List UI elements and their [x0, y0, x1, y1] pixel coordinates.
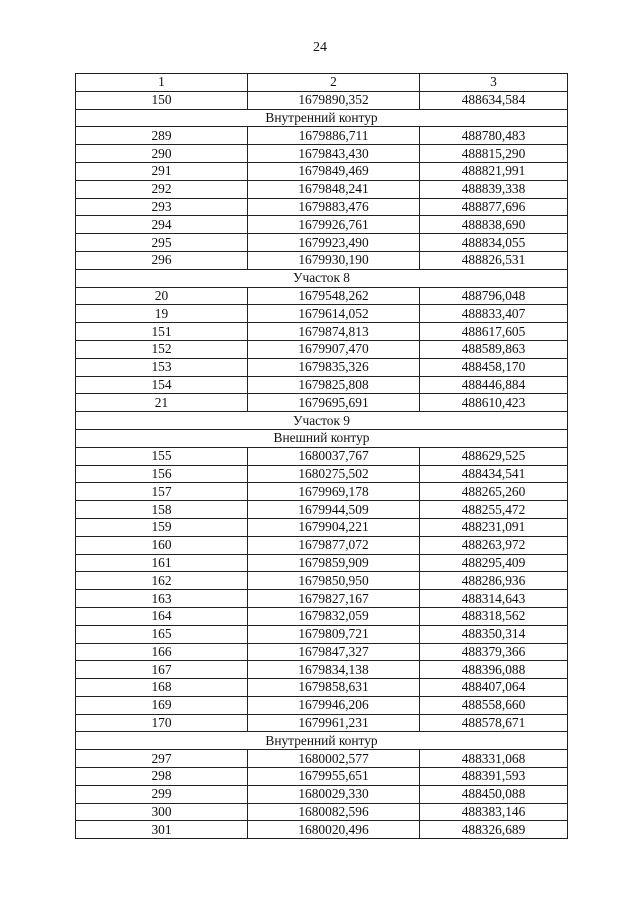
header-cell-2: 2: [248, 74, 420, 92]
point-number-cell: 154: [76, 376, 248, 394]
table-row: [76, 483, 568, 501]
x-coordinate-cell: 1679944,509: [248, 501, 420, 519]
table-row: [76, 465, 568, 483]
table-row: [76, 358, 568, 376]
x-coordinate-cell: 1679890,352: [248, 91, 420, 109]
y-coordinate-cell: 488833,407: [420, 305, 568, 323]
point-number-cell: 162: [76, 572, 248, 590]
y-coordinate-cell: 488350,314: [420, 625, 568, 643]
table-row: [76, 162, 568, 180]
point-number-cell: 290: [76, 145, 248, 163]
y-coordinate-cell: 488780,483: [420, 127, 568, 145]
y-coordinate-cell: 488589,863: [420, 340, 568, 358]
y-coordinate-cell: 488379,366: [420, 643, 568, 661]
point-number-cell: 20: [76, 287, 248, 305]
y-coordinate-cell: 488265,260: [420, 483, 568, 501]
coordinates-table: [75, 73, 568, 839]
table-row: [76, 803, 568, 821]
y-coordinate-cell: 488629,525: [420, 447, 568, 465]
x-coordinate-cell: 1679850,950: [248, 572, 420, 590]
x-coordinate-cell: 1679955,651: [248, 768, 420, 786]
point-number-cell: 291: [76, 162, 248, 180]
point-number-cell: 19: [76, 305, 248, 323]
y-coordinate-cell: 488617,605: [420, 323, 568, 341]
table-row: [76, 180, 568, 198]
point-number-cell: 168: [76, 679, 248, 697]
point-number-cell: 155: [76, 447, 248, 465]
table-row: [76, 643, 568, 661]
section-row: [76, 732, 568, 750]
x-coordinate-cell: 1679848,241: [248, 180, 420, 198]
y-coordinate-cell: 488314,643: [420, 590, 568, 608]
header-cell-3: 3: [420, 74, 568, 92]
x-coordinate-cell: 1679835,326: [248, 358, 420, 376]
x-coordinate-cell: 1680029,330: [248, 785, 420, 803]
table-row: [76, 145, 568, 163]
x-coordinate-cell: 1679827,167: [248, 590, 420, 608]
y-coordinate-cell: 488446,884: [420, 376, 568, 394]
table-row: [76, 447, 568, 465]
point-number-cell: 289: [76, 127, 248, 145]
x-coordinate-cell: 1679834,138: [248, 661, 420, 679]
point-number-cell: 152: [76, 340, 248, 358]
table-row: [76, 518, 568, 536]
x-coordinate-cell: 1679904,221: [248, 518, 420, 536]
x-coordinate-cell: 1679946,206: [248, 696, 420, 714]
y-coordinate-cell: 488383,146: [420, 803, 568, 821]
point-number-cell: 164: [76, 607, 248, 625]
x-coordinate-cell: 1679907,470: [248, 340, 420, 358]
y-coordinate-cell: 488821,991: [420, 162, 568, 180]
point-number-cell: 301: [76, 821, 248, 839]
x-coordinate-cell: 1679926,761: [248, 216, 420, 234]
x-coordinate-cell: 1679859,909: [248, 554, 420, 572]
section-label: Внутренний контур: [76, 109, 568, 127]
point-number-cell: 170: [76, 714, 248, 732]
x-coordinate-cell: 1680082,596: [248, 803, 420, 821]
x-coordinate-cell: 1679961,231: [248, 714, 420, 732]
x-coordinate-cell: 1679858,631: [248, 679, 420, 697]
table-row: [76, 821, 568, 839]
point-number-cell: 299: [76, 785, 248, 803]
point-number-cell: 151: [76, 323, 248, 341]
x-coordinate-cell: 1679923,490: [248, 234, 420, 252]
table-row: [76, 714, 568, 732]
point-number-cell: 297: [76, 750, 248, 768]
x-coordinate-cell: 1679847,327: [248, 643, 420, 661]
x-coordinate-cell: 1680275,502: [248, 465, 420, 483]
y-coordinate-cell: 488391,593: [420, 768, 568, 786]
table-row: [76, 607, 568, 625]
table-row: [76, 216, 568, 234]
table-row: [76, 340, 568, 358]
x-coordinate-cell: 1679877,072: [248, 536, 420, 554]
y-coordinate-cell: 488634,584: [420, 91, 568, 109]
section-row: [76, 109, 568, 127]
table-row: [76, 91, 568, 109]
x-coordinate-cell: 1680037,767: [248, 447, 420, 465]
x-coordinate-cell: 1679930,190: [248, 251, 420, 269]
x-coordinate-cell: 1679849,469: [248, 162, 420, 180]
point-number-cell: 21: [76, 394, 248, 412]
table-row: [76, 234, 568, 252]
section-row: [76, 412, 568, 430]
point-number-cell: 296: [76, 251, 248, 269]
y-coordinate-cell: 488839,338: [420, 180, 568, 198]
point-number-cell: 167: [76, 661, 248, 679]
x-coordinate-cell: 1679614,052: [248, 305, 420, 323]
header-cell-1: 1: [76, 74, 248, 92]
y-coordinate-cell: 488318,562: [420, 607, 568, 625]
point-number-cell: 298: [76, 768, 248, 786]
x-coordinate-cell: 1679695,691: [248, 394, 420, 412]
point-number-cell: 157: [76, 483, 248, 501]
point-number-cell: 300: [76, 803, 248, 821]
x-coordinate-cell: 1679843,430: [248, 145, 420, 163]
x-coordinate-cell: 1679874,813: [248, 323, 420, 341]
table-row: [76, 572, 568, 590]
section-label: Внутренний контур: [76, 732, 568, 750]
y-coordinate-cell: 488558,660: [420, 696, 568, 714]
y-coordinate-cell: 488286,936: [420, 572, 568, 590]
table-row: [76, 785, 568, 803]
y-coordinate-cell: 488458,170: [420, 358, 568, 376]
point-number-cell: 150: [76, 91, 248, 109]
point-number-cell: 165: [76, 625, 248, 643]
table-row: [76, 305, 568, 323]
x-coordinate-cell: 1679883,476: [248, 198, 420, 216]
table-row: [76, 625, 568, 643]
table-body: [76, 74, 568, 839]
point-number-cell: 158: [76, 501, 248, 519]
y-coordinate-cell: 488331,068: [420, 750, 568, 768]
table-row: [76, 750, 568, 768]
x-coordinate-cell: 1680020,496: [248, 821, 420, 839]
point-number-cell: 153: [76, 358, 248, 376]
x-coordinate-cell: 1679825,808: [248, 376, 420, 394]
y-coordinate-cell: 488796,048: [420, 287, 568, 305]
y-coordinate-cell: 488263,972: [420, 536, 568, 554]
y-coordinate-cell: 488396,088: [420, 661, 568, 679]
y-coordinate-cell: 488826,531: [420, 251, 568, 269]
point-number-cell: 169: [76, 696, 248, 714]
header-row: [76, 74, 568, 92]
table-row: [76, 251, 568, 269]
y-coordinate-cell: 488255,472: [420, 501, 568, 519]
x-coordinate-cell: 1679809,721: [248, 625, 420, 643]
page-number: 24: [313, 40, 327, 55]
point-number-cell: 292: [76, 180, 248, 198]
y-coordinate-cell: 488434,541: [420, 465, 568, 483]
table-row: [76, 768, 568, 786]
x-coordinate-cell: 1679886,711: [248, 127, 420, 145]
y-coordinate-cell: 488877,696: [420, 198, 568, 216]
section-row: [76, 269, 568, 287]
point-number-cell: 294: [76, 216, 248, 234]
point-number-cell: 160: [76, 536, 248, 554]
point-number-cell: 156: [76, 465, 248, 483]
x-coordinate-cell: 1679832,059: [248, 607, 420, 625]
x-coordinate-cell: 1679969,178: [248, 483, 420, 501]
point-number-cell: 161: [76, 554, 248, 572]
table-row: [76, 394, 568, 412]
point-number-cell: 159: [76, 518, 248, 536]
y-coordinate-cell: 488838,690: [420, 216, 568, 234]
section-label: Участок 8: [76, 269, 568, 287]
point-number-cell: 295: [76, 234, 248, 252]
table-row: [76, 323, 568, 341]
x-coordinate-cell: 1679548,262: [248, 287, 420, 305]
x-coordinate-cell: 1680002,577: [248, 750, 420, 768]
y-coordinate-cell: 488295,409: [420, 554, 568, 572]
y-coordinate-cell: 488231,091: [420, 518, 568, 536]
section-label: Участок 9: [76, 412, 568, 430]
table-row: [76, 198, 568, 216]
point-number-cell: 166: [76, 643, 248, 661]
table-row: [76, 696, 568, 714]
section-label: Внешний контур: [76, 429, 568, 447]
y-coordinate-cell: 488578,671: [420, 714, 568, 732]
table-row: [76, 679, 568, 697]
y-coordinate-cell: 488610,423: [420, 394, 568, 412]
table-row: [76, 127, 568, 145]
y-coordinate-cell: 488450,088: [420, 785, 568, 803]
point-number-cell: 293: [76, 198, 248, 216]
table-row: [76, 536, 568, 554]
table-row: [76, 287, 568, 305]
y-coordinate-cell: 488815,290: [420, 145, 568, 163]
table-row: [76, 501, 568, 519]
table-row: [76, 590, 568, 608]
table-row: [76, 554, 568, 572]
point-number-cell: 163: [76, 590, 248, 608]
table-row: [76, 661, 568, 679]
table-row: [76, 376, 568, 394]
y-coordinate-cell: 488407,064: [420, 679, 568, 697]
y-coordinate-cell: 488834,055: [420, 234, 568, 252]
section-row: [76, 429, 568, 447]
y-coordinate-cell: 488326,689: [420, 821, 568, 839]
